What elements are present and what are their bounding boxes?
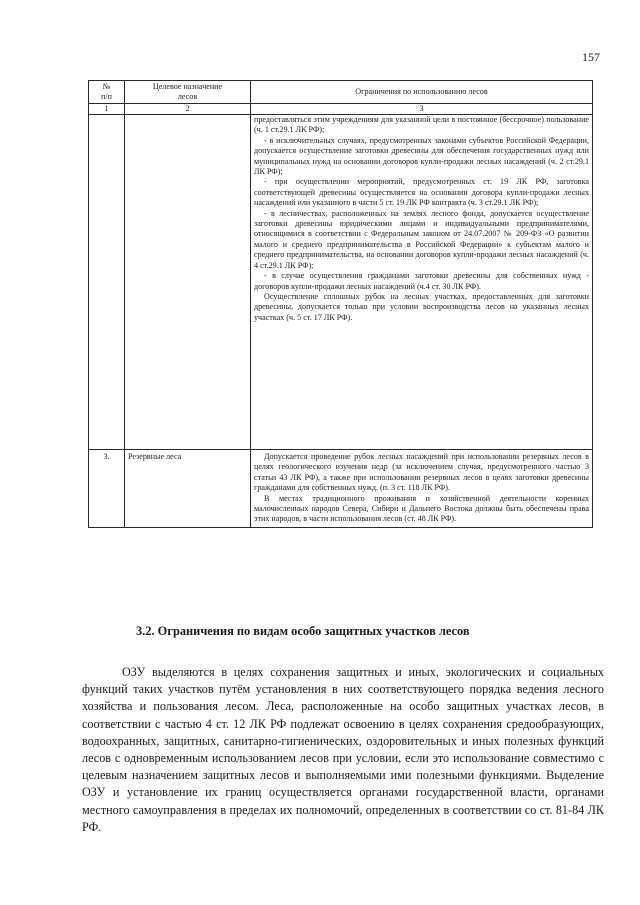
index-cell: 1 — [89, 104, 125, 115]
page-number: 157 — [582, 50, 600, 64]
restriction-paragraph: - при осуществлении мероприятий, предусмотренных ст. 19 ЛК РФ, заготовка соответствующей древесины осуществляется на основании договора купли-продажи лесных насаждений или указанного в части 5 ст. 19 ЛК РФ контракта (ч. 3 ст.29.1 ЛК РФ); — [254, 177, 589, 208]
section-body: ОЗУ выделяются в целях сохранения защитных и иных, экологических и социальных функций таких участков путём установления в них соответствующего порядка ведения лесного хозяйства и пользования лесом. Леса, расположенные на особо защитных участках лесов, в соответствии с частью 4 ст. 12 ЛК РФ подлежат освоению в целях сохранения средообразующих, водоохранных, защитных, санитарно-гигиенических, оздоровительных и иных полезных функций лесов с одновременным использованием лесов при условии, если это использование совместимо с целевым назначением защитных лесов и выполняемыми ими полезными функциями. Выделение ОЗУ и установление их границ осуществляется органами государственной власти, органами местного самоуправления в пределах их полномочий, определенных в соответствии со ст. 81-84 ЛК РФ. — [82, 665, 604, 834]
table-row — [89, 115, 593, 450]
row-purpose — [125, 115, 251, 450]
header-num: № п/п — [89, 81, 125, 104]
index-cell: 3 — [251, 104, 593, 115]
restriction-paragraph: В местах традиционного проживания и хозяйственной деятельности коренных малочисленных народов Севера, Сибири и Дальнего Востока должны быть обеспечены права этих народов, в части использования лесов (ст. 48 ЛК РФ). — [254, 493, 589, 524]
restriction-paragraph: Допускается проведение рубок лесных насаждений при использовании резервных лесов в целях геологического изучения недр (за исключением случая, предусмотренного частью 3 статьи 43 ЛК РФ), а также при использовании резервных лесов в целях заготовки древесины гражданами для собственных нужд. (п. 3 ст. 118 ЛК РФ). — [254, 452, 589, 493]
table-index-row — [89, 104, 593, 115]
row-restrictions — [251, 115, 593, 450]
row-purpose: Резервные леса — [125, 450, 251, 528]
restriction-paragraph: - в случае осуществления гражданами заготовки древесины для собственных нужд - договоров купли-продажи лесных насаждений (ч.4 ст. 30 ЛК РФ). — [254, 271, 589, 291]
restriction-paragraph: предоставляться этим учреждениям для указанной цели в постоянное (бессрочное) пользование (ч. 1 ст.29.1 ЛК РФ); — [254, 115, 589, 135]
row-num: 3. — [89, 450, 125, 528]
restriction-paragraph: - в лесничествах, расположенных на землях лесного фонда, допускается осуществление заготовки древесины юридическими лицами и индивидуальными предпринимателями, относящимися в соответствии с Федеральным законом от 24.07.2007 № 209-ФЗ «О развитии малого и среднего предпринимательства в Российской Федерации» к субъектам малого и среднего предпринимательства, на основании договоров купли-продажи лесных насаждений (ч. 4 ст.29.1 ЛК РФ); — [254, 208, 589, 270]
restriction-paragraph: Осуществление сплошных рубок на лесных участках, предоставленных для заготовки древесины, допускается только при условии воспроизводства лесов на указанных лесных участках (ч. 5 ст. 17 ЛК РФ). — [254, 291, 589, 322]
row-restrictions — [251, 450, 593, 528]
header-purpose: Целевое назначение лесов — [125, 81, 251, 104]
header-restrictions: Ограничения по использованию лесов — [251, 81, 593, 104]
restrictions-table — [88, 80, 593, 528]
row-num — [89, 115, 125, 450]
section-title: 3.2. Ограничения по видам особо защитных участков лесов — [136, 624, 470, 638]
index-cell: 2 — [125, 104, 251, 115]
restriction-paragraph: - в исключительных случаях, предусмотренных законами субъектов Российской Федерации, допускается осуществление заготовки древесины для обеспечения государственных нужд или муниципальных нужд на основании договоров купли-продажи лесных насаждений (ч. 2 ст.29.1 ЛК РФ); — [254, 135, 589, 177]
table-row — [89, 450, 593, 528]
table-header-row — [89, 81, 593, 104]
